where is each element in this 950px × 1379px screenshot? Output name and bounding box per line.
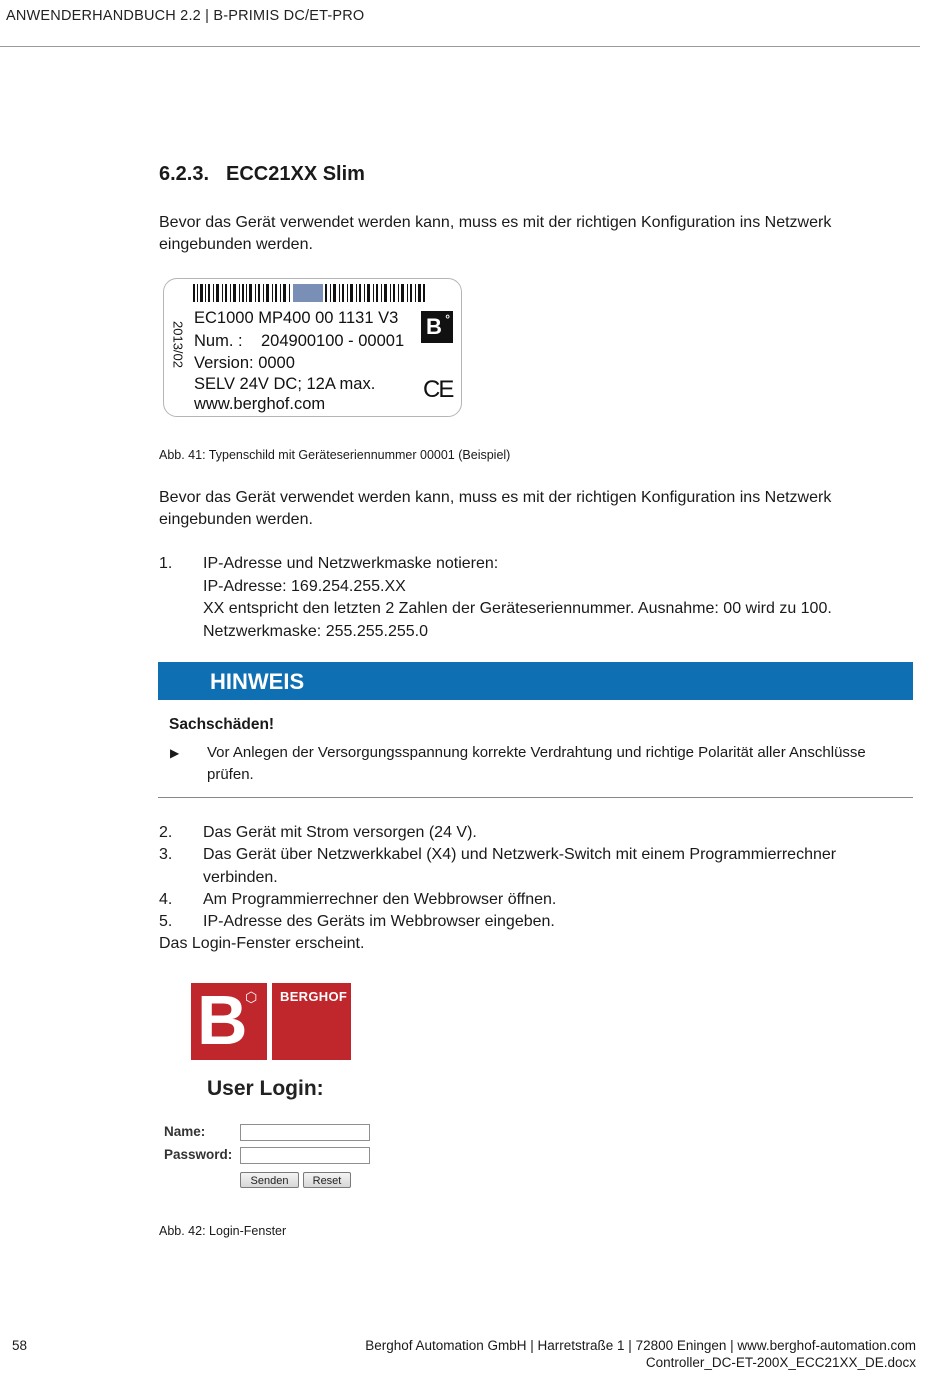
running-header: ANWENDERHANDBUCH 2.2 | B-PRIMIS DC/ET-PRO [6, 8, 365, 24]
step-text: IP-Adresse des Geräts im Webbrowser eingeben. [203, 913, 555, 930]
footer-company: Berghof Automation GmbH | Harretstraße 1 | 72800 Eningen | www.berghof-automation.com [365, 1338, 916, 1353]
step-text: Das Gerät über Netzwerkkabel (X4) und Netzwerk-Switch mit einem Programmierrechner verbinden. [203, 846, 837, 886]
step-2 [159, 822, 919, 844]
plate-logo-letter: B [426, 314, 442, 339]
barcode-graphic [193, 284, 425, 302]
brand-name: BERGHOF [280, 989, 348, 1004]
send-button[interactable]: Senden [240, 1172, 299, 1188]
step-text: Am Programmierrechner den Webbrowser öffnen. [203, 891, 557, 908]
triangle-bullet-icon: ▶ [170, 746, 180, 760]
step-3 [159, 844, 919, 889]
plate-date: 2013/02 [170, 321, 186, 368]
plate-num-label: Num. : [194, 332, 243, 350]
step-number: 4. [159, 891, 173, 908]
figure-41-caption: Abb. 41: Typenschild mit Geräteseriennummer 00001 (Beispiel) [159, 448, 511, 462]
plate-serial [194, 332, 404, 351]
header-divider [0, 46, 920, 47]
type-plate-image [163, 278, 462, 417]
notice-banner [158, 662, 913, 700]
step-number: 3. [159, 846, 173, 863]
berghof-logo-icon [421, 311, 453, 343]
plate-version: Version: 0000 [194, 354, 295, 372]
step-number: 5. [159, 913, 173, 930]
step-5 [159, 911, 919, 933]
password-input[interactable] [240, 1147, 370, 1164]
plate-num-value: 204900100 - 00001 [261, 332, 405, 350]
result-text: Das Login-Fenster erscheint. [159, 935, 365, 952]
step-1-line-4: Netzwerkmaske: 255.255.255.0 [203, 622, 429, 640]
brand-letter: B [197, 981, 248, 1059]
hexagon-icon: ⬡ [245, 989, 258, 1005]
berghof-b-logo-icon [191, 983, 267, 1060]
notice-subtitle: Sachschäden! [169, 716, 275, 733]
step-text [203, 553, 903, 643]
intro-paragraph: Bevor das Gerät verwendet werden kann, muss es mit der richtigen Konfiguration ins Netzwerk eingebunden werden. [159, 214, 832, 253]
section-heading [159, 163, 365, 186]
section-number: 6.2.3. [159, 163, 210, 185]
ce-mark-icon: CE [423, 376, 453, 403]
name-label: Name: [164, 1124, 206, 1139]
step-4 [159, 889, 919, 911]
plate-model: EC1000 MP400 00 1131 V3 [194, 309, 399, 327]
step-1-line-1: IP-Adresse und Netzwerkmaske notieren: [203, 555, 499, 572]
name-input[interactable] [240, 1124, 370, 1141]
notice-title: HINWEIS [210, 669, 305, 694]
step-number: 2. [159, 824, 173, 841]
step-1-line-2: IP-Adresse: 169.254.255.XX [203, 577, 406, 595]
step-1-line-3: XX entspricht den letzten 2 Zahlen der Geräteseriennummer. Ausnahme: 00 wird zu 100. [203, 600, 832, 617]
step-text: Das Gerät mit Strom versorgen (24 V). [203, 824, 477, 841]
plate-supply: SELV 24V DC; 12A max. [194, 375, 376, 393]
step-number: 1. [159, 555, 173, 572]
plate-url: www.berghof.com [194, 395, 326, 413]
login-heading: User Login: [207, 1077, 324, 1100]
figure-42-caption: Abb. 42: Login-Fenster [159, 1224, 287, 1238]
second-paragraph: Bevor das Gerät verwendet werden kann, muss es mit der richtigen Konfiguration ins Netzwerk eingebunden werden. [159, 489, 832, 528]
step-1 [159, 553, 919, 645]
footer-filename: Controller_DC-ET-200X_ECC21XX_DE.docx [645, 1355, 916, 1370]
page-number: 58 [12, 1338, 28, 1353]
notice-text: Vor Anlegen der Versorgungsspannung korrekte Verdrahtung und richtige Polarität aller Anschlüsse prüfen. [207, 744, 866, 783]
section-title: ECC21XX Slim [226, 163, 365, 185]
berghof-wordmark [272, 983, 351, 1060]
notice-divider [158, 797, 913, 798]
reset-button[interactable]: Reset [303, 1172, 351, 1188]
plate-logo-mark: ° [445, 312, 450, 326]
password-label: Password: [164, 1147, 233, 1162]
